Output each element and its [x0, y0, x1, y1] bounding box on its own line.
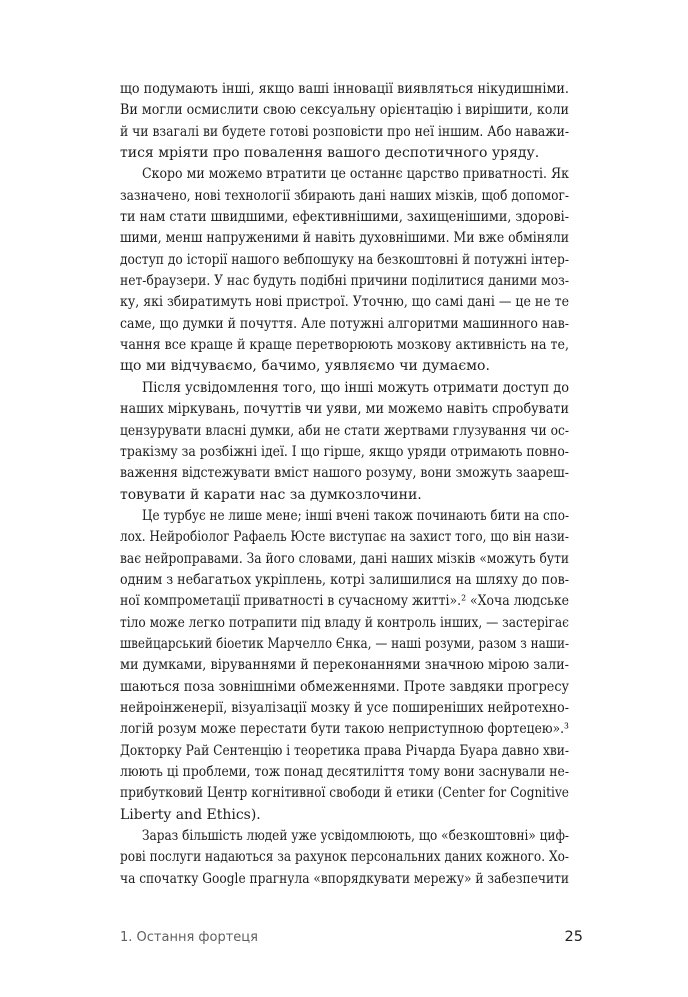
text-line: наших міркувань, почуттів чи уяви, ми можемо навіть спробувати	[120, 401, 569, 418]
text-line: Скоро ми можемо втратити це останнє царство приватності. Як	[142, 166, 569, 183]
text-line: зазначено, нові технології збирають дані наших мізків, щоб допомог-	[120, 187, 569, 204]
text-line: тракізму за розбіжні ідеї. І що гірше, якщо уряди отримають повно-	[120, 443, 569, 460]
text-line: цензурувати власні думки, аби не стати жертвами глузування чи ос-	[120, 422, 569, 439]
text-line: ку, які збиратимуть нові пристрої. Уточню, що самі дані — це не те	[120, 294, 569, 311]
text-line: Зараз більшість людей уже усвідомлюють, що «безкоштовні» циф-	[142, 828, 569, 845]
text-line: тіло може легко потрапити під владу й контроль інших, — застерігає	[120, 614, 569, 631]
body-text	[120, 79, 569, 890]
text-line: Це турбує не лише мене; інші вчені також починають бити на спо-	[142, 507, 569, 524]
text-line: логій розум може перестати бути такою неприступною фортецею».³	[120, 721, 569, 738]
text-line: нейроінженерії, візуалізації мозку й усе поширеніших нейротехно-	[120, 699, 569, 716]
text-line: що ми відчуваємо, бачимо, уявляємо чи думаємо.	[120, 358, 490, 375]
text-line: Liberty and Ethics).	[120, 806, 261, 823]
running-footer-chapter-title: 1. Остання фортеця	[120, 930, 258, 945]
text-line: ної компрометації приватності в сучасному житті».² «Хоча людське	[120, 593, 569, 610]
text-line: ти нам стати швидшими, ефективнішими, захищенішими, здорові-	[120, 209, 569, 226]
page-footer	[120, 929, 583, 945]
page-number: 25	[564, 929, 583, 945]
text-line: шаються поза зовнішніми обмеженнями. Проте завдяки прогресу	[120, 678, 569, 695]
text-line: Після усвідомлення того, що інші можуть отримати доступ до	[142, 379, 569, 396]
text-line: й чи взагалі ви будете готові розповісти про неї іншим. Або наважи-	[120, 123, 569, 140]
text-line: лох. Нейробіолог Рафаель Юсте виступає на захист того, що він нази-	[120, 529, 569, 546]
text-line: рові послуги надаються за рахунок персональних даних кожного. Хо-	[120, 849, 569, 866]
text-line: саме, що думки й почуття. Але потужні алгоритми машинного нав-	[120, 315, 569, 332]
text-line: важення відстежувати вміст нашого розуму, вони зможуть заареш-	[120, 465, 569, 482]
text-line: ча спочатку Google прагнула «впорядкувати мережу» й забезпечити	[120, 870, 569, 887]
text-line: швейцарський біоетик Марчелло Єнка, — наші розуми, разом з наши-	[120, 635, 569, 652]
text-line: що подумають інші, якщо ваші інновації виявляться нікудишніми.	[120, 81, 569, 97]
text-line: тися мріяти про повалення вашого деспотичного уряду.	[120, 145, 540, 162]
text-line: прибутковий Центр когнітивної свободи й етики (Center for Cognitive	[120, 785, 569, 802]
text-line: шими, менш напруженими й навіть духовнішими. Ми вже обміняли	[120, 230, 569, 247]
text-line: люють ці проблеми, тож понад десятиліття тому вони заснували не-	[120, 764, 569, 780]
text-line: нет-браузери. У нас будуть подібні причини поділитися даними моз-	[120, 273, 569, 290]
text-line: чання все краще й краще перетворюють мозкову активність на те,	[120, 337, 569, 354]
text-line: одним з небагатьох укріплень, котрі залишилися на шляху до пов-	[120, 571, 569, 588]
text-line: ми думками, віруваннями й переконаннями значною мірою зали-	[120, 657, 569, 674]
text-line: ває нейроправами. За його словами, дані наших мізків «можуть бути	[120, 550, 569, 567]
text-line: товувати й карати нас за думкозлочини.	[120, 486, 422, 503]
text-line: Ви могли осмислити свою сексуальну орієнтацію і вирішити, коли	[120, 102, 569, 119]
text-line: Докторку Рай Сентенцію і теоретика права Річарда Буара давно хви-	[120, 742, 569, 759]
text-line: доступ до історії нашого вебпошуку на безкоштовні й потужні інтер-	[120, 251, 569, 268]
